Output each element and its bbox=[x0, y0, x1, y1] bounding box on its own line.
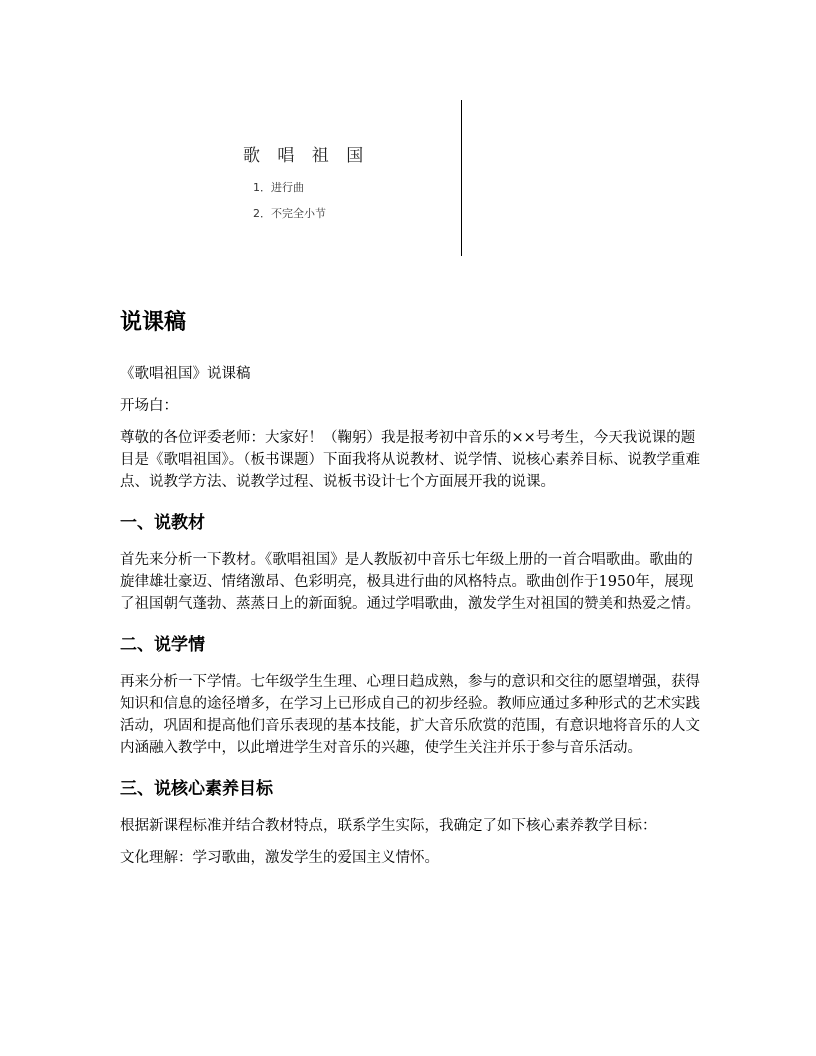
blackboard-design bbox=[0, 0, 816, 300]
section-heading-students: 二、说学情 bbox=[120, 635, 205, 655]
document-subtitle: 《歌唱祖国》说课稿 bbox=[120, 366, 251, 382]
board-item-2: 2．不完全小节 bbox=[253, 207, 326, 220]
opening-label: 开场白： bbox=[120, 398, 178, 414]
section-paragraph-objectives-culture: 文化理解：学习歌曲，激发学生的爱国主义情怀。 bbox=[120, 850, 439, 866]
board-divider bbox=[461, 100, 462, 256]
board-item-1: 1．进行曲 bbox=[253, 181, 304, 194]
section-paragraph-objectives-intro: 根据新课程标准并结合教材特点，联系学生实际，我确定了如下核心素养教学目标： bbox=[120, 818, 657, 834]
section-heading-objectives: 三、说核心素养目标 bbox=[120, 779, 273, 799]
board-title: 歌 唱 祖 国 bbox=[243, 146, 370, 166]
opening-text: 尊敬的各位评委老师：大家好！（鞠躬）我是报考初中音乐的××号考生，今天我说课的题目是《歌唱祖国》。（板书课题）下面我将从说教材、说学情、说核心素养目标、说教学重难点、说教学方法、说教学过程、说板书设计七个方面展开我的说课。 bbox=[120, 430, 700, 490]
section-heading-textbook: 一、说教材 bbox=[120, 513, 205, 533]
section-paragraph-students: 再来分析一下学情。七年级学生生理、心理日趋成熟，参与的意识和交往的愿望增强，获得知识和信息的途径增多，在学习上已形成自己的初步经验。教师应通过多种形式的艺术实践活动，巩固和提高他们音乐表现的基本技能，扩大音乐欣赏的范围，有意识地将音乐的人文内涵融入教学中，以此增进学生对音乐的兴趣，使学生关注并乐于参与音乐活动。 bbox=[120, 674, 700, 756]
document-body bbox=[120, 305, 700, 879]
section-paragraph-textbook: 首先来分析一下教材。《歌唱祖国》是人教版初中音乐七年级上册的一首合唱歌曲。歌曲的旋律雄壮豪迈、情绪激昂、色彩明亮，极具进行曲的风格特点。歌曲创作于1950年，展现了祖国朝气蓬勃、蒸蒸日上的新面貌。通过学唱歌曲，激发学生对祖国的赞美和热爱之情。 bbox=[120, 552, 700, 612]
document-title: 说课稿 bbox=[120, 310, 187, 335]
